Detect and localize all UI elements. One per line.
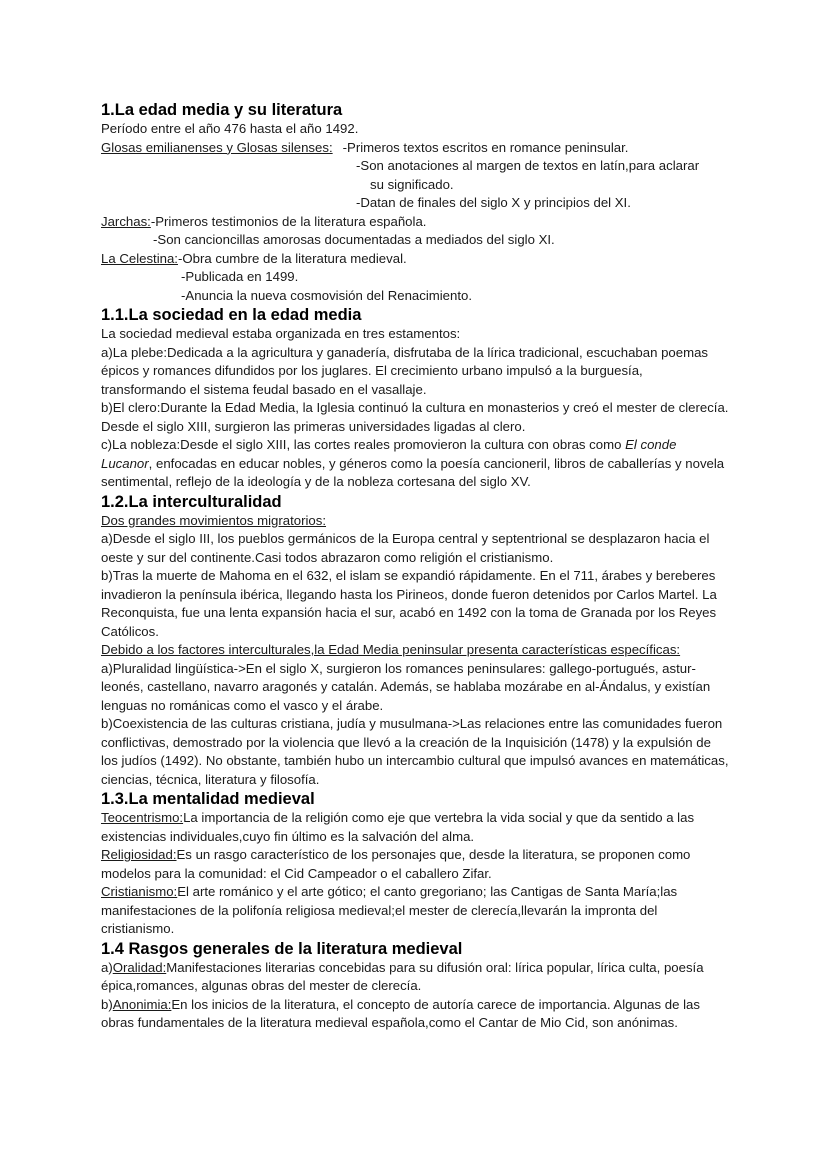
period-text: Período entre el año 476 hasta el año 1492. — [101, 121, 359, 136]
section-title-1-4: 1.4 Rasgos generales de la literatura medieval — [101, 939, 463, 958]
teocentrismo-para — [101, 809, 729, 846]
religiosidad-text: Es un rasgo característico de los personajes que, desde la literatura, se proponen como modelos para la comunidad: el Cid Campeador o el caballero Zifar. — [101, 847, 691, 881]
movimiento-a: a)Desde el siglo III, los pueblos germánicos de la Europa central y septentrional se desplazaron hacia el oeste y sur del continente.Casi todos abrazaron como religión el cristianismo. — [101, 531, 710, 565]
factor-a: a)Pluralidad lingüística->En el siglo X, surgieron los romances peninsulares: gallego-portugués, astur-leonés, castellano, navarro aragonés y catalán. Además, se hablaba mozárabe en al-Ándalus, y existían lenguas no románicas como el vasco y el árabe. — [101, 660, 711, 713]
sociedad-plebe: a)La plebe:Dedicada a la agricultura y ganadería, disfrutaba de la lírica tradicional, escuchaban poemas épicos y romances difundidos por los juglares. El crecimiento urbano impulsó a la burguesía, transformando el sistema feudal basado en el vasallaje. — [101, 344, 708, 397]
anonimia-para — [101, 996, 729, 1033]
oralidad-label: Oralidad: — [112, 959, 167, 975]
sociedad-clero: b)El clero:Durante la Edad Media, la Iglesia continuó la cultura en monasterios y creó el mester de clerecía. Desde el siglo XIII, surgieron las primeras universidades ligadas al clero. — [101, 400, 729, 434]
celestina-point-2: -Publicada en 1499. — [181, 269, 299, 284]
jarchas-point-2: -Son cancioncillas amorosas documentadas a mediados del siglo XI. — [153, 232, 555, 247]
section-title-1-2: 1.2.La interculturalidad — [101, 492, 282, 511]
jarchas-label: Jarchas: — [101, 213, 151, 229]
jarchas-point-1: -Primeros testimonios de la literatura española. — [150, 213, 427, 229]
celestina-point-3: -Anuncia la nueva cosmovisión del Renacimiento. — [181, 287, 473, 303]
religiosidad-para — [101, 846, 729, 883]
anonimia-label: Anonimia: — [112, 996, 172, 1012]
anonimia-prefix: b) — [101, 996, 113, 1012]
glosas-point-3: -Datan de finales del siglo X y principios del XI. — [356, 195, 631, 210]
section-title-1-3: 1.3.La mentalidad medieval — [101, 790, 315, 808]
cristianismo-text: El arte románico y el arte gótico; el canto gregoriano; las Cantigas de Santa María;las manifestaciones de la polifonía religiosa medieval;el mester de clerecía,llevarán la impronta del cristianismo. — [101, 884, 678, 936]
oralidad-prefix: a) — [101, 959, 113, 975]
section-title-1-1: 1.1.La sociedad en la edad media — [101, 306, 362, 324]
celestina-point-1: -Obra cumbre de la literatura medieval. — [177, 250, 407, 266]
nobleza-text-post: , enfocadas en educar nobles, y géneros como la poesía cancioneril, libros de caballerías y novela sentimental, reflejo de la ideología y de la nobleza cortesana del siglo XV. — [101, 455, 725, 489]
teocentrismo-text: La importancia de la religión como eje que vertebra la vida social y que da sentido a las existencias individuales,cuyo fin último es la salvación del alma. — [101, 810, 695, 844]
factor-b: b)Coexistencia de las culturas cristiana, judía y musulmana->Las relaciones entre las comunidades fueron conflictivas, demostrado por la violencia que llevó a la creación de la Inquisición (1478) y la expulsión de los judíos (1492). No obstante, también hubo un intercambio cultural que impulsó avances en matemáticas, ciencias, técnica, literatura y filosofía. — [101, 716, 729, 787]
glosas-point-1: -Primeros textos escritos en romance peninsular. — [342, 139, 629, 155]
movimiento-b: b)Tras la muerte de Mahoma en el 632, el islam se expandió rápidamente. En el 711, árabes y bereberes invadieron la península ibérica, llegando hasta los Pirineos, donde fueron detenidos por Carlos Martel. La Reconquista, fue una lenta expansión hacia el sur, acabó en 1492 con la toma de Granada por los Reyes Católicos. — [101, 568, 717, 639]
movimientos-label: Dos grandes movimientos migratorios: — [101, 512, 327, 528]
cristianismo-label: Cristianismo: — [101, 884, 178, 899]
celestina-label: La Celestina: — [101, 250, 178, 266]
nobleza-text-pre: c)La nobleza:Desde el siglo XIII, las cortes reales promovieron la cultura con obras como — [101, 437, 626, 452]
glosas-point-2b: su significado. — [370, 176, 454, 192]
anonimia-text: En los inicios de la literatura, el concepto de autoría carece de importancia. Algunas de las obras fundamentales de la literatura medieval española,como el Cantar de Mio Cid, son anónimas. — [101, 996, 700, 1030]
conde-lucanor-title: El conde Lucanor — [101, 437, 677, 471]
teocentrismo-label: Teocentrismo: — [101, 810, 184, 825]
oralidad-para — [101, 959, 729, 996]
sociedad-nobleza — [101, 436, 729, 492]
religiosidad-label: Religiosidad: — [101, 847, 177, 862]
celestina-row — [101, 250, 828, 269]
jarchas-row — [101, 213, 828, 232]
factores-label: Debido a los factores interculturales,la Edad Media peninsular presenta características específicas: — [101, 642, 681, 657]
cristianismo-para — [101, 883, 729, 939]
glosas-label: Glosas emilianenses y Glosas silenses: — [101, 139, 333, 155]
sociedad-intro: La sociedad medieval estaba organizada en tres estamentos: — [101, 326, 461, 341]
section-title-1: 1.La edad media y su literatura — [101, 101, 343, 119]
glosas-point-2: -Son anotaciones al margen de textos en latín,para aclarar — [356, 158, 700, 173]
oralidad-text: Manifestaciones literarias concebidas para su difusión oral: lírica popular, lírica culta, poesía épica,romances, algunas obras del mester de clerecía. — [101, 959, 704, 993]
glosas-row — [101, 139, 828, 158]
